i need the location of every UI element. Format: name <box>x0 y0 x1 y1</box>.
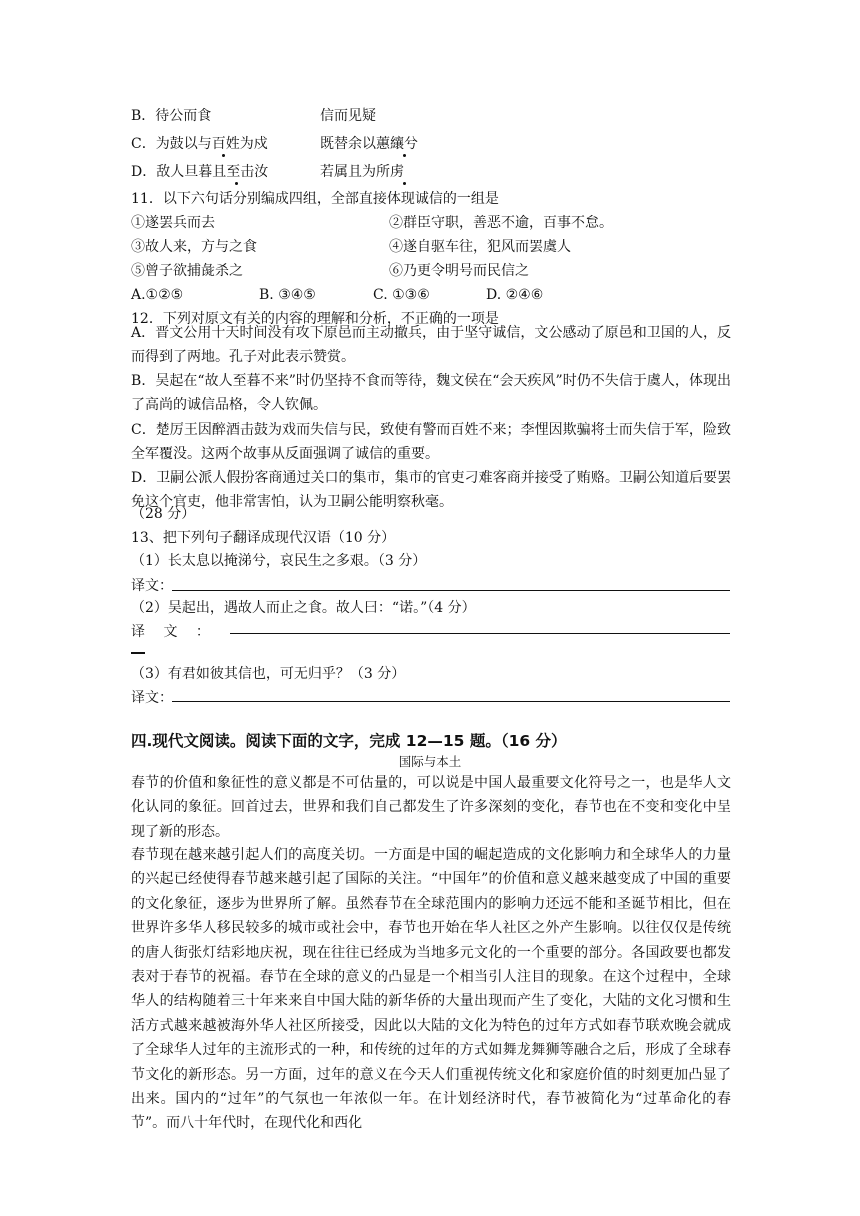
translation-label-2: 译 文 ： <box>131 624 210 640</box>
article-paragraph-1: 春节的价值和象征性的意义都是不可估量的，可以说是中国人最重要文化符号之一，也是华人文化认同的象征。回首过去，世界和我们自己都发生了许多深刻的变化，春节也在不变和变化中呈现了新的形态。 <box>131 775 731 840</box>
q11-item-1: ①遂罢兵而去 <box>131 215 215 231</box>
q10-option-b-pair: 信而见疑 <box>320 108 376 124</box>
section-4-heading: 四.现代文阅读。阅读下面的文字，完成 12—15 题。（16 分） <box>131 732 567 750</box>
q13-sentence-2: （2）吴起出，遇故人而止之食。故人曰：“诺。”（4 分） <box>131 600 476 616</box>
q11-choice-d: D. ②④⑥ <box>486 287 544 303</box>
q11-item-3: ③故人来，方与之食 <box>131 239 257 255</box>
q13-stem: 13、把下列句子翻译成现代汉语（10 分） <box>131 530 396 546</box>
answer-line-1[interactable] <box>172 590 730 591</box>
q10-option-d-text: D．敌人旦暮且至击汝 <box>131 164 269 180</box>
q11-choice-a: A.①②⑤ <box>131 287 184 303</box>
q11-item-4: ④遂自驱车往，犯风而罢虞人 <box>389 239 571 255</box>
answer-line-2-overflow <box>131 652 145 654</box>
q10-option-b <box>131 104 211 128</box>
q10-option-d-pair: 若属且为所虏 <box>320 164 404 180</box>
q12-option-b: B．吴起在“故人至暮不来”时仍坚持不食而等待，魏文侯在“会天疾风”时仍不失信于虞人，体现出了高尚的诚信品格，令人钦佩。 <box>131 373 731 414</box>
article-title: 国际与本土 <box>398 754 462 769</box>
translation-label-3: 译文： <box>131 690 173 706</box>
q10-option-c-text: C．为鼓以与百姓为戍 <box>131 136 268 152</box>
q12-option-c: C．楚厉王因醉酒击鼓为戏而失信与民，致使有警而百姓不来；李悝因欺骗将士而失信于军，险致全军覆没。这两个故事从反面强调了诚信的重要。 <box>131 422 731 463</box>
q12-option-d: D．卫嗣公派人假扮客商通过关口的集市，集市的官吏刁难客商并接受了贿赂。卫嗣公知道后要罢免这个官吏，他非常害怕，认为卫嗣公能明察秋毫。 <box>131 470 731 511</box>
q11-item-5: ⑤曾子欲捕彘杀之 <box>131 263 243 279</box>
q12-option-a: A．晋文公用十天时间没有攻下原邑而主动撤兵，由于坚守诚信，文公感动了原邑和卫国的人，反而得到了两地。孔子对此表示赞赏。 <box>131 325 731 366</box>
q10-option-b-text: B．待公而食 <box>131 108 212 124</box>
q10-option-c-pair: 既替余以蕙纕兮 <box>320 136 418 152</box>
q11-stem: 11．以下六句话分别编成四组，全部直接体现诚信的一组是 <box>131 191 499 207</box>
section-score: （28 分） <box>131 506 196 522</box>
q11-item-6: ⑥乃更令明号而民信之 <box>389 263 529 279</box>
emphasis-dot <box>403 154 406 157</box>
q11-item-2: ②群臣守职，善恶不逾，百事不怠。 <box>389 215 613 231</box>
emphasis-dot <box>403 182 406 185</box>
emphasis-dot <box>235 182 238 185</box>
q10-option-d <box>131 160 268 184</box>
q10-option-c <box>131 132 268 156</box>
answer-line-3[interactable] <box>172 701 730 702</box>
q11-choice-c: C. ①③⑥ <box>373 287 430 303</box>
q13-sentence-1: （1）长太息以掩涕兮，哀民生之多艰。（3 分） <box>131 553 427 569</box>
q12-stem: 12．下列对原文有关的内容的理解和分析，不正确的一项是 <box>131 311 499 327</box>
q11-choice-b: B. ③④⑤ <box>259 287 316 303</box>
answer-line-2[interactable] <box>230 633 730 634</box>
article-paragraph-2: 春节现在越来越引起人们的高度关切。一方面是中国的崛起造成的文化影响力和全球华人的力量的兴起已经使得春节越来越引起了国际的关注。“中国年”的价值和意义越来越变成了中国的重要的文化象征，逐步为世界所了解。虽然春节在全球范围内的影响力还远不能和圣诞节相比，但在世界许多华人移民较多的城市或社会中，春节也开始在华人社区之外产生影响。以往仅仅是传统的唐人街张灯结彩地庆祝，现在往往已经成为当地多元文化的一个重要的部分。各国政要也都发表对于春节的祝福。春节在全球的意义的凸显是一个相当引人注目的现象。在这个过程中，全球华人的结构随着三十年来来自中国大陆的新华侨的大量出现而产生了变化，大陆的文化习惯和生活方式越来越被海外华人社区所接受，因此以大陆的文化为特色的过年方式如春节联欢晚会就成了全球华人过年的主流形式的一种，和传统的过年的方式如舞龙舞狮等融合之后，形成了全球春节文化的新形态。另一方面，过年的意义在今天人们重视传统文化和家庭价值的时刻更加凸显了出来。国内的“过年”的气氛也一年浓似一年。在计划经济时代，春节被简化为“过革命化的春节”。而八十年代时，在现代化和西化 <box>131 847 731 1132</box>
q13-sentence-3: （3）有君如彼其信也，可无归乎？（3 分） <box>131 666 406 682</box>
translation-label-1: 译文： <box>131 578 173 594</box>
emphasis-dot <box>222 154 225 157</box>
